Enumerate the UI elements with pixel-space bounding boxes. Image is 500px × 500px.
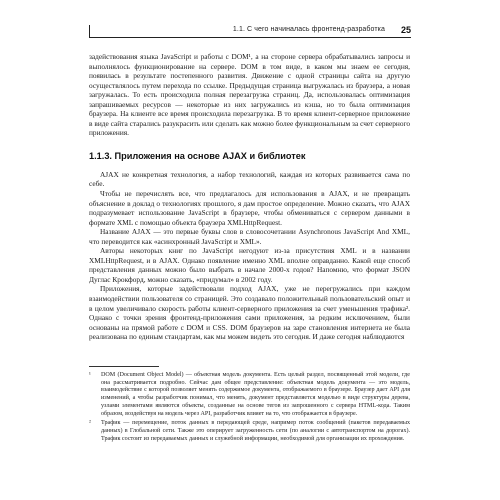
footnote-rule xyxy=(89,366,159,367)
paragraph-ajax-definition: AJAX не конкретная технология, а набор технологий, каждая из которых развивается сама по себе. xyxy=(89,169,410,189)
footnote-traffic xyxy=(89,420,410,443)
paragraph-ajax-overview: Чтобы не перечислять все, что предлагалось для использования в AJAX, и не превращать объяснение в доклад о технологиях прошлого, я дам простое определение. Можно сказать, что AJAX подразумевает использование JavaScript в браузере, чтобы обмениваться с сервером данными в формате XML с помощью объекта браузера XMLHttpRequest. xyxy=(89,189,410,227)
page-body xyxy=(89,52,410,342)
footnote-text: DOM (Document Object Model) — объектная модель документа. Есть целый раздел, посвященный этой модели, где она рассматривается подробно. Сейчас дам общее представление: объектная модель документа — это модель, взаимодействие с которой позволяет менять содержимое документа, отображаемого в браузере. Браузер дает API для изменений, а чтобы разработчик понимал, что менять, документ представляется моделью в виде структуры дерева, узлами элементами являются объекты, созданные на основе тегов из запрошенного с сервера HTML-кода. Таким образом, воздействуя на модель через API, разработчик влияет на то, что отображается в браузере. xyxy=(101,372,410,417)
running-title: 1.1. С чего начиналась фронтенд-разработка xyxy=(232,26,385,33)
footnote-marker: ¹ xyxy=(89,372,91,378)
footnote-marker: ² xyxy=(89,420,91,427)
footnotes xyxy=(89,366,410,445)
paragraph-intro: задействования языка JavaScript и работы с DOM¹, а на стороне сервера обрабатывались запросы и выполнялось функционирование на сервере. DOM в том виде, в каком мы знаем ее сегодня, появилась в результате постепенного развития. Движение с одной страницы сайта на другую осуществлялось путем перехода по ссылке. Предыдущая страница выгружалась из браузера, а новая загружалась. То есть происходила полная перезагрузка страниц. Да, использовалась оптимизация запрашиваемых ресурсов — некоторые из них загружались из кэша, но то была оптимизация браузера. На клиенте все время происходила перезагрузка. В то время клиент-серверное приложение в виде сайта старались разукрасить или сделать как можно более функциональным за счет серверного приложения. xyxy=(89,52,410,138)
footnote-text: Трафик — перемещение, поток данных в передающей среде, например поток сообщений (пакетов передаваемых данных) в Глобальной сети. Также это оперирует загруженность сети (по аналогии с автотранспортом на дорогах). Трафик состоит из передаваемых данных и служебной информации, необходимой для организации их прохождения. xyxy=(101,420,410,442)
paragraph-xml-history: Авторы некоторых книг по JavaScript негодуют из-за присутствия XML и в названии XMLHttpRequest, и в AJAX. Однако появление именно XML вполне оправданно. Какой еще способ представления данных можно было выбрать в начале 2000-х годов? Напомню, что формат JSON Дуглас Крокфорд, можно сказать, «придумал» в 2002 году. xyxy=(89,246,410,284)
page-number: 25 xyxy=(400,25,411,35)
footnote-dom xyxy=(89,372,410,418)
section-heading: 1.1.3. Приложения на основе AJAX и библиотек xyxy=(89,150,306,161)
paragraph-ajax-apps: Приложения, которые задействовали подход AJAX, уже не перегружались при каждом взаимодействии пользователя со страницей. Это создавало положительный пользовательский опыт и в целом увеличивало скорость работы клиент-серверного приложения за счет уменьшения трафика². Однако с точки зрения фронтенд-приложения сами приложения, за редким исключением, были основаны на прямой работе с DOM и CSS. DOM браузеров на заре становления интернета не была реализована по единым стандартам, как мы можем видеть это сегодня. И даже сегодня наблюдаются xyxy=(89,284,410,342)
running-header xyxy=(89,25,411,38)
paragraph-ajax-name: Название AJAX — это первые буквы слов в словосочетании Asynchronous JavaScript And XML, что переводится как «асинхронный JavaScript и XML». xyxy=(89,227,410,246)
